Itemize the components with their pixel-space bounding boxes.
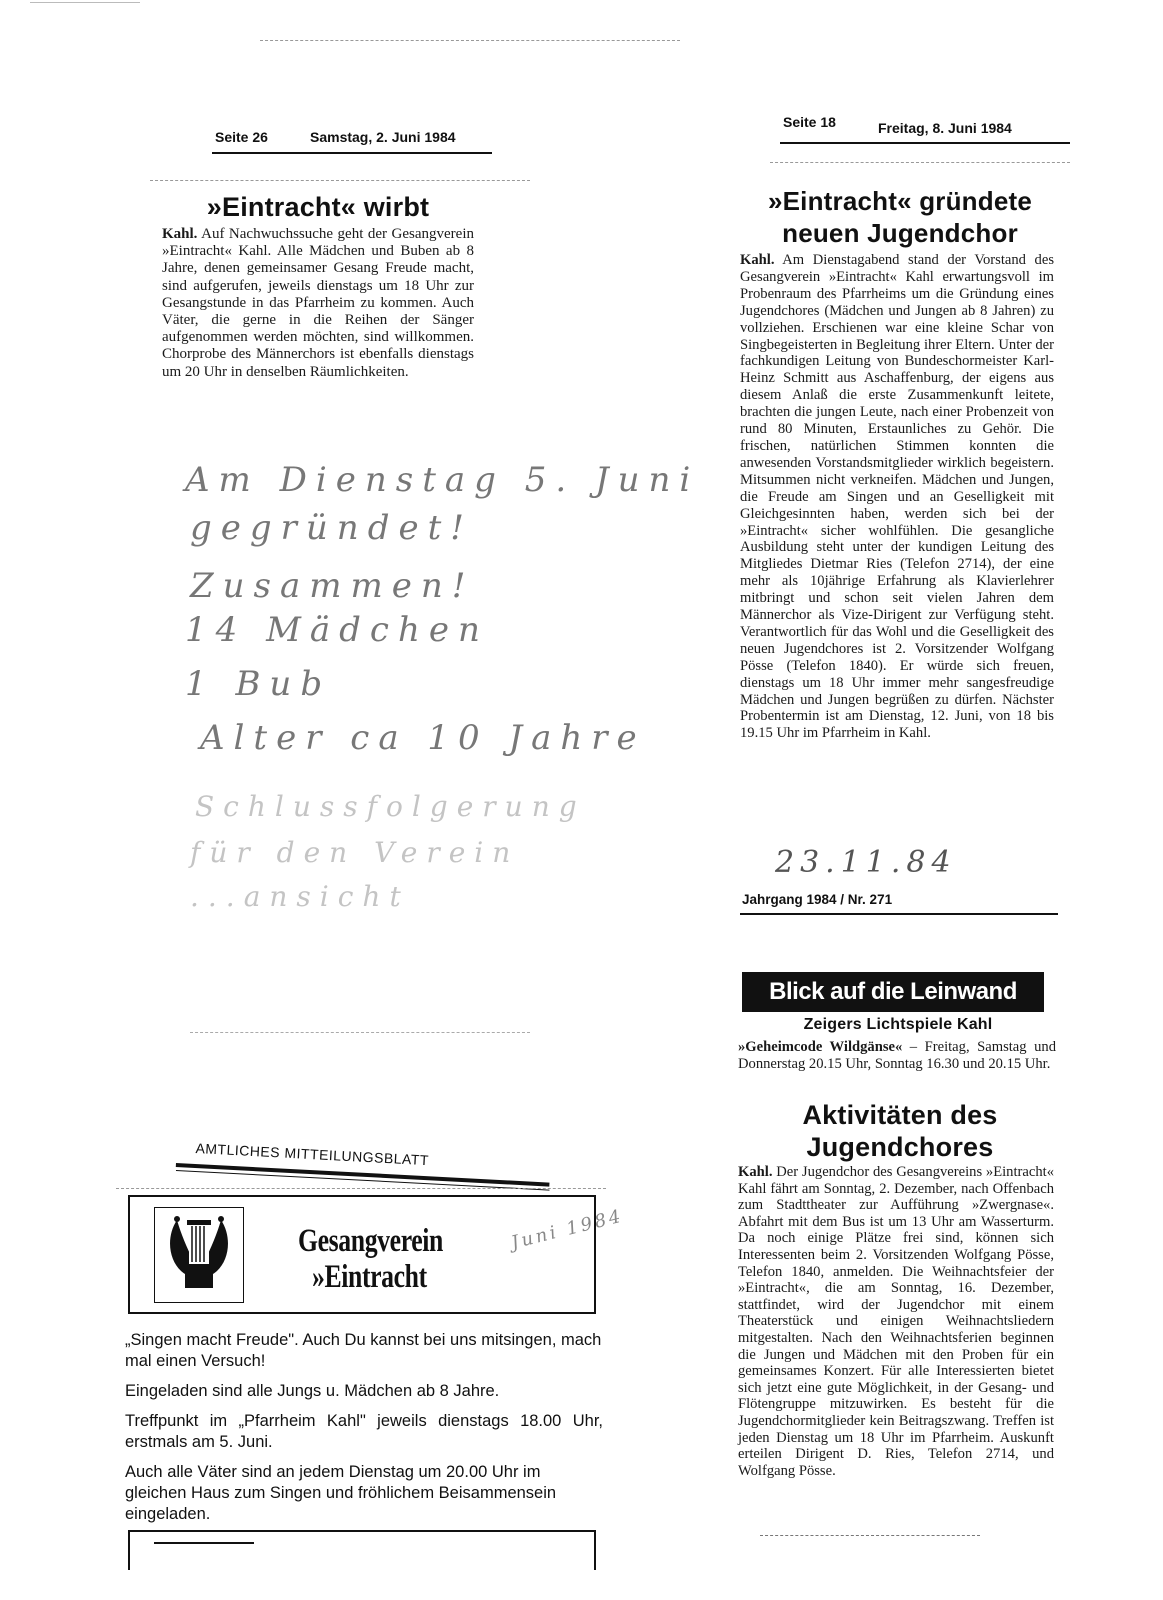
- left-date: Samstag, 2. Juni 1984: [310, 129, 456, 145]
- amtliches-para-1: „Singen macht Freude". Auch Du kannst bei uns mitsingen, mach mal einen Versuch!: [125, 1331, 602, 1370]
- issue-rule: [740, 913, 1058, 915]
- club-box: [128, 1195, 626, 1314]
- cinema-program: [738, 1039, 1056, 1073]
- right-headline-1: »Eintracht« gründete: [767, 186, 1033, 216]
- left-body: Auf Nachwuchssuche geht der Gesangverein »Eintracht« Kahl. Alle Mädchen und Buben ab 8 Jahre, denen gemeinsamer Gesang Freude macht, sind aufgerufen, jeweils dienstags um 18 Uhr zur Gesangstunde in das Pfarrheim zu kommen. Auch Väter, die gerne in die Reihen der Sänger aufgenommen werden möchten, sind willkommen. Chorprobe des Männerchors ist ebenfalls dienstags um 20 Uhr in denselben Räumlichkeiten.: [162, 226, 474, 380]
- club-name-1: Gesangverein: [298, 1223, 443, 1259]
- right-headline-2: neuen Jugendchor: [782, 218, 1018, 248]
- scan-dash-top: [260, 40, 680, 41]
- cinema-schedule: – Freitag, Samstag und Donnerstag 20.15 Uhr, Sonntag 16.30 und 20.15 Uhr.: [738, 1039, 1056, 1072]
- activities-headline-1: Aktivitäten des: [802, 1100, 998, 1130]
- hand-line: 1 Bub: [185, 664, 332, 704]
- cinema-name: Zeigers Lichtspiele Kahl: [803, 1016, 993, 1033]
- hand-line: Am Dienstag 5. Juni: [185, 460, 700, 500]
- right-page-label: Seite 18: [783, 114, 836, 130]
- activities-body: Der Jugendchor des Gesangvereins »Eintracht« Kahl fährt am Sonntag, 2. Dezember, nach Offenbach zum Stadttheater zur Aufführung »Zwergnase«. Abfahrt mit dem Bus ist um 13 Uhr am Wasserturm. Da noch einige Plätze frei sind, können sich Interessenten beim 2. Vorsitzenden Wolfgang Pösse, Telefon 1840, anmelden. Die Weihnachtsfeier der »Eintracht«, die am Sonntag, 16. Dezember, stattfindet, wird der Jugendchor mit einem Theaterstück und einigen Weihnachtsliedern mitgestalten. Nach den Weihnachtsferien beginnen die Jungen und Mädchen mit den Proben für ein gemeinsames Konzert. Für alle Interessierten bietet sich jetzt eine gute Möglichkeit, in der Gesang- und Flötengruppe mitzuwirken. Es besteht für die Jugendchormitglieder kein Beitragszwang. Treffen ist jeden Dienstag um 18 Uhr im Pfarrheim. Auskunft erteilen Dirigent D. Ries, Telefon 2714, und Wolfgang Pösse.: [738, 1164, 1054, 1479]
- amtliches-bottom-inner: [154, 1542, 254, 1544]
- amtliches-para-4: Auch alle Väter sind an jedem Dienstag um 20.00 Uhr im gleichen Haus zum Singen und fröhlichem Beisammensein eingeladen.: [125, 1463, 557, 1523]
- amtliches-bar: [176, 1163, 550, 1187]
- club-hand-note: Juni 1984: [509, 1205, 626, 1254]
- amtliches-bottom-frame: [128, 1530, 596, 1570]
- activities-headline-2: Jugendchores: [806, 1132, 994, 1162]
- activities-cut-line: [760, 1535, 980, 1536]
- cinema-banner-text: Blick auf die Leinwand: [769, 978, 1017, 1005]
- right-place: Kahl.: [740, 252, 775, 268]
- activities-body-block: [738, 1164, 1054, 1479]
- right-body: Am Dienstagabend stand der Vorstand des Gesangverein »Eintracht« Kahl erwartungsvoll im Probenraum des Pfarrheims um die Gründung eines Jugendchores (Mädchen und Jungen ab 8 Jahren) zu vollziehen. Erschienen war eine kleine Schar von Singbegeisterten in Begleitung ihrer Eltern. Unter der fachkundigen Leitung von Bundeschormeister Karl-Heinz Schmitt aus Aschaffenburg, der eigens aus diesem Anlaß die erste Zusammenkunft leitete, brachten die jungen Leute, nach einer Probenzeit von rund 80 Minuten, Erstaunliches zu Gehör. Die frischen, natürlichen Stimmen konnten die anwesenden Vorstandsmitglieder wirklich begeistern. Mitsummen nicht verkneifen. Mädchen und Jungen, die Freude am Singen und an Geselligkeit mit Gleichgesinnten haben, werden sich bei der »Eintracht« sicher wohlfühlen. Die gesangliche Ausbildung steht unter der kundigen Leitung des Mitgliedes Dietmar Ries (Telefon 2714), der eine mehr als 10jährige Erfahrung als Klavierlehrer mitbringt und schon seit vielen Jahren dem Männerchor als Vize-Dirigent zur Verfügung steht. Verantwortlich für das Wohl und die Geselligkeit des neuen Jugendchores ist 2. Vorsitzender Wolfgang Pösse (Telefon 1840). Er würde sich freuen, dienstags um 18 Uhr immer mehr sangesfreudige Mädchen und Jungen begrüßen zu dürfen. Nächster Probentermin ist am Dienstag, 12. Juni, von 18 bis 19.15 Uhr im Pfarrheim in Kahl.: [740, 252, 1055, 742]
- amtliches-cut-line: [116, 1188, 606, 1189]
- amtliches-para-3: Treffpunkt im „Pfarrheim Kahl" jeweils dienstags 18.00 Uhr, erstmals am 5. Juni.: [125, 1412, 603, 1451]
- left-headline: »Eintracht« wirbt: [206, 192, 430, 222]
- club-name-2: »Eintracht: [312, 1259, 427, 1295]
- left-article-body: [162, 226, 474, 381]
- hand-faint-line: ...ansicht: [190, 880, 410, 913]
- right-article-body: [740, 252, 1054, 742]
- left-cut-line: [150, 180, 530, 181]
- right-header-rule: [780, 142, 1070, 144]
- hand-line: Alter ca 10 Jahre: [200, 718, 646, 758]
- right-date: Freitag, 8. Juni 1984: [878, 120, 1012, 136]
- lyre-icon: [155, 1208, 243, 1302]
- left-place: Kahl.: [162, 226, 198, 242]
- amtliches-banner: AMTLICHES MITTEILUNGSBLATT: [195, 1140, 430, 1169]
- left-page-label: Seite 26: [215, 129, 268, 145]
- left-header-rule: [212, 152, 492, 154]
- issue-number: Jahrgang 1984 / Nr. 271: [742, 892, 893, 907]
- hand-faint-line: für den Verein: [190, 836, 520, 869]
- hand-line: Zusammen!: [190, 566, 475, 606]
- right-cut-line: [770, 162, 1070, 163]
- activities-place: Kahl.: [738, 1164, 773, 1180]
- hand-faint-line: Schlussfolgerung: [195, 790, 586, 823]
- amtliches-para-2: Eingeladen sind alle Jungs u. Mädchen ab 8 Jahre.: [125, 1382, 500, 1400]
- hand-line: gegründet!: [190, 508, 473, 548]
- cinema-film: »Geheimcode Wildgänse«: [738, 1039, 903, 1055]
- pencil-line: [190, 1032, 530, 1033]
- hand-line: 14 Mädchen: [185, 610, 489, 650]
- lyre-frame: [154, 1207, 244, 1303]
- handwritten-date: 23.11.84: [775, 845, 957, 880]
- cinema-banner: [742, 972, 1044, 1012]
- scan-edge-top: [30, 2, 140, 3]
